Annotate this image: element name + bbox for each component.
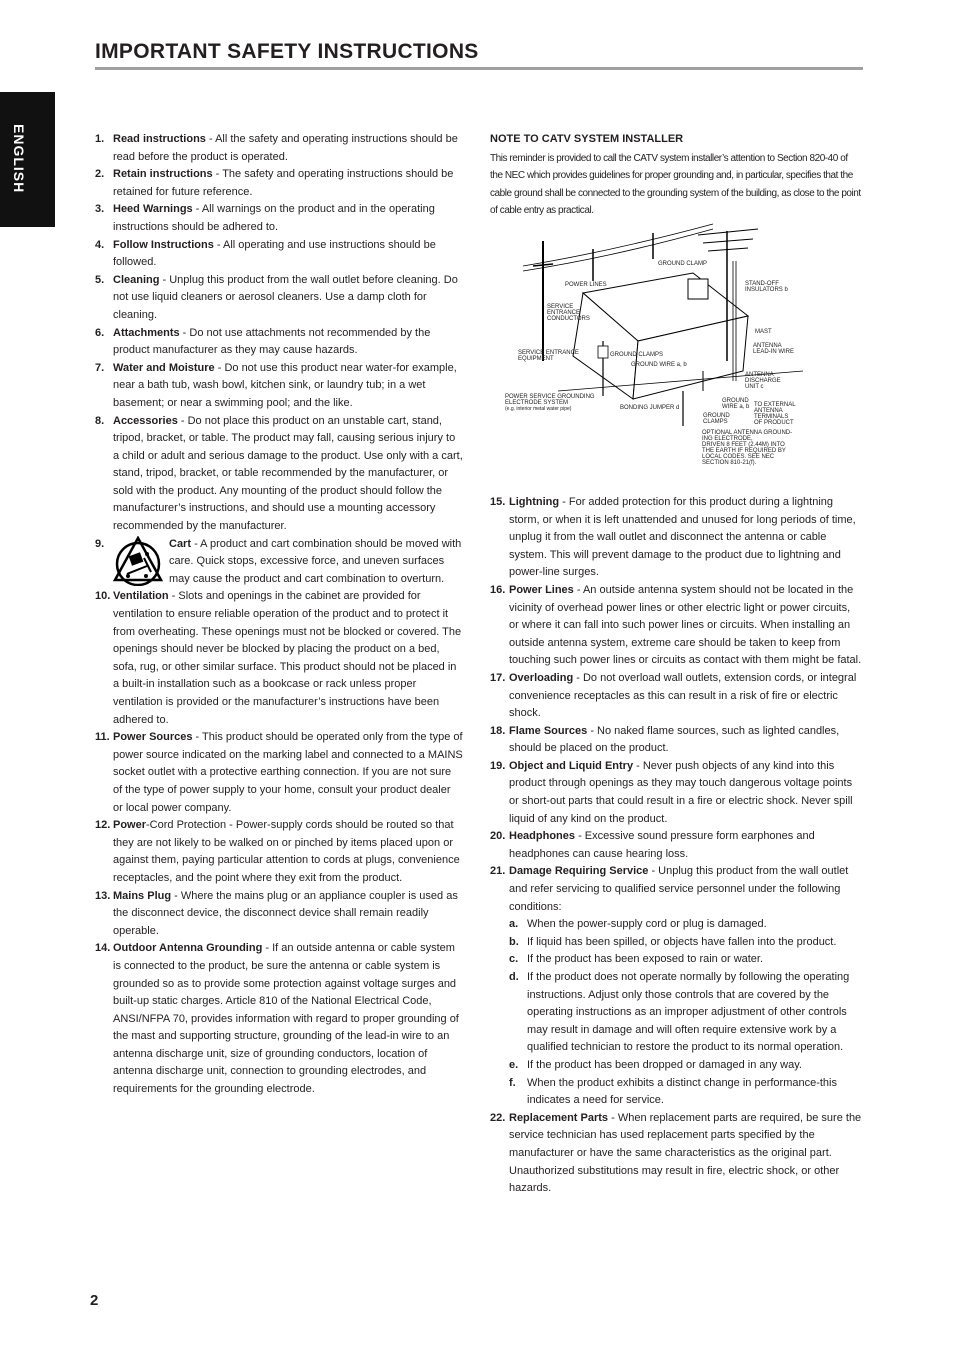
diagram-label: CLAMPS [703, 419, 728, 425]
instruction-item [490, 723, 862, 758]
item-text [509, 758, 862, 828]
item-number: 6. [95, 326, 105, 339]
item-number: 14. [95, 942, 111, 955]
item-description: -Cord Protection - Power-supply cords should be routed so that they are not likely to be walked on or pinched by items placed upon or against them, paying particular attention to cords at plugs, convenience receptacles, and the point where they exit from the product. [113, 819, 460, 884]
page-number: 2 [90, 1292, 99, 1309]
diagram-label: OF PRODUCT [754, 420, 794, 426]
instruction-list-1 [95, 131, 463, 536]
item-heading: Mains Plug [113, 889, 172, 902]
item-number: 8. [95, 414, 105, 427]
item-text [509, 582, 862, 670]
item-text [113, 360, 463, 413]
item-heading: Power Sources [113, 731, 193, 744]
item-text [509, 494, 862, 582]
item-number: 22. [490, 1111, 506, 1124]
item-heading: Cart [169, 537, 192, 550]
instruction-item [95, 940, 463, 1098]
item-heading: Outdoor Antenna Grounding [113, 942, 263, 955]
instruction-item [95, 588, 463, 729]
item-text [113, 817, 463, 887]
item-heading: Follow Instructions [113, 238, 214, 251]
item-number: 5. [95, 273, 105, 286]
instruction-item [95, 272, 463, 325]
sub-list-item [509, 951, 862, 969]
diagram-label: POWER SERVICE GROUNDING [505, 394, 595, 400]
item-number: f. [509, 1076, 516, 1089]
item-text [113, 888, 463, 941]
item-description: If the product has been exposed to rain or water. [527, 953, 764, 966]
item-heading: Lightning [509, 495, 560, 508]
item-description: - Do not place this product on an unstable cart, stand, tripod, bracket, or table. The product may fall, causing serious injury to a child or adult and serious damage to the product. Use only with a cart, stand, tripod, bracket, or table recommended by the manufacturer, or sold with the product. Any mounting of the product should follow the manufacturer’s instructions, and should use a mounting accessory recommended by the manufacturer. [113, 414, 463, 533]
item-heading: Attachments [113, 326, 180, 339]
diagram-label: ELECTRODE SYSTEM [505, 400, 569, 406]
item-description: - This product should be operated only from the type of power source indicated on the marking label and connected to a MAINS socket outlet with a protective earthing connection. If you are not sure of the type of power supply to your home, consult your product dealer or local power company. [113, 731, 463, 814]
item-description: - All operating and use instructions should be followed. [113, 238, 436, 269]
diagram-label: GROUND [722, 398, 749, 404]
item-number: 16. [490, 583, 506, 596]
diagram-label: ANTENNA [754, 408, 783, 414]
diagram-label: DRIVEN 8 FEET (2.44M) INTO [702, 442, 785, 448]
service-conditions-list [490, 916, 862, 1110]
item-number: 18. [490, 724, 506, 737]
item-number: 10. [95, 590, 111, 603]
diagram-label: UNIT c [745, 384, 764, 390]
item-number: b. [509, 935, 519, 948]
sub-list-item [509, 969, 862, 1057]
diagram-label: GROUND CLAMPS [610, 352, 664, 358]
item-number: 4. [95, 238, 105, 251]
item-text [113, 940, 463, 1098]
item-description: - For added protection for this product during a lightning storm, or when it is left unattended and unused for long periods of time, unplug it from the wall outlet and disconnect the antenna or cable system. This will prevent damage to the product due to lightning and power-line surges. [509, 495, 856, 579]
item-text [509, 670, 862, 723]
item-number: 3. [95, 203, 105, 216]
item-number: c. [509, 953, 519, 966]
instruction-list-3 [490, 494, 862, 916]
item-number: a. [509, 918, 519, 931]
item-description: - Never push objects of any kind into this product through openings as they may touch dangerous voltage points or short-out parts that could result in a fire or electric shock. Never spill liquid of any kind on the product. [509, 759, 853, 825]
item-text [113, 729, 463, 817]
item-number: 20. [490, 830, 506, 843]
item-description: - Excessive sound pressure form earphones and headphones can cause hearing loss. [509, 830, 815, 860]
instruction-item [490, 582, 862, 670]
item-description: - All the safety and operating instructions should be read before the product is operated. [113, 133, 458, 163]
item-text [509, 1110, 862, 1198]
item-description: When the power-supply cord or plug is damaged. [527, 918, 767, 931]
item-heading: Retain instructions [113, 168, 213, 181]
item-number: d. [509, 971, 519, 983]
diagram-label: ANTENNA [753, 343, 782, 349]
item-heading: Accessories [113, 414, 178, 427]
instruction-item-cart [95, 536, 463, 589]
item-description: - Do not use this product near water-for example, near a bath tub, wash bowl, kitchen sink, or laundry tub; in a wet basement; or near a swimming pool; and the like. [113, 361, 457, 409]
item-text [113, 131, 463, 166]
item-heading: Replacement Parts [509, 1111, 609, 1124]
item-number: 2. [95, 168, 105, 181]
item-text [113, 413, 463, 536]
item-description: - Unplug this product from the wall outlet before cleaning. Do not use liquid cleaners or aerosol cleaners. Use a damp cloth for cleaning. [113, 273, 458, 321]
item-number: 15. [490, 495, 506, 508]
diagram-label: THE EARTH IF REQUIRED BY [702, 448, 786, 454]
item-description: - When replacement parts are required, be sure the service technician has used replacement parts specified by the manufacturer or have the same characteristics as the original part. Unauthorized substitutions may result in fire, electric shock, or other hazards. [509, 1111, 862, 1195]
sub-list-item [509, 934, 862, 952]
item-description: If the product does not operate normally by following the operating instructions. Adjust only those controls that are covered by the operating instructions as an improper adjustment of other controls may result in damage and will often require extensive work by a qualified technician to restore the product to its normal operation. [527, 971, 850, 1054]
diagram-label: EQUIPMENT [518, 356, 554, 362]
instruction-list-4 [490, 1110, 862, 1198]
item-number: e. [509, 1058, 519, 1071]
antenna-grounding-diagram [503, 221, 863, 471]
diagram-label: (e.g. interior metal water pipe) [505, 406, 572, 412]
title-divider [95, 67, 863, 70]
diagram-label: BONDING JUMPER d [620, 405, 680, 411]
item-heading: Headphones [509, 830, 576, 843]
diagram-label: CONDUCTORS [547, 316, 590, 322]
diagram-label: INSULATORS b [745, 287, 788, 293]
instruction-item [490, 758, 862, 828]
item-text [527, 934, 862, 952]
item-heading: Ventilation [113, 590, 169, 603]
sub-list-item [509, 1075, 862, 1110]
diagram-label: LOCAL CODES. SEE NEC [702, 454, 775, 460]
instruction-list-2 [95, 588, 463, 1098]
diagram-label: GROUND [703, 413, 730, 419]
item-description: - Do not use attachments not recommended by the product manufacturer as they may cause hazards. [113, 326, 431, 357]
diagram-label: POWER LINES [565, 282, 607, 288]
sub-list-item [509, 1057, 862, 1075]
item-heading: Power Lines [509, 583, 574, 596]
diagram-label: WIRE a, b [722, 404, 750, 410]
diagram-label: TERMINALS [754, 414, 789, 420]
item-text [527, 969, 862, 1057]
item-text [169, 536, 463, 589]
instruction-item [95, 729, 463, 817]
instruction-item [95, 817, 463, 887]
language-tab-label: ENGLISH [11, 124, 27, 194]
item-description: - No naked flame sources, such as lighted candles, should be placed on the product. [509, 724, 840, 755]
item-number: 7. [95, 361, 105, 374]
item-number: 12. [95, 819, 111, 832]
left-column [95, 131, 463, 1099]
item-description: - If an outside antenna or cable system is connected to the product, be sure the antenna or cable system is grounded so as to provide some protection against voltage surges and built-up static charges. Article 810 of the National Electrical Code, ANSI/NFPA 70, provides information with regard to proper grounding of the mast and supporting structure, grounding of the lead-in wire to an antenna discharge unit, size of grounding conductors, location of antenna discharge unit, connection to grounding electrodes, and requirements for the grounding electrode. [113, 942, 459, 1096]
item-description: - Where the mains plug or an appliance coupler is used as the disconnect device, the disconnect device shall remain readily operable. [113, 889, 458, 937]
item-text [509, 863, 862, 916]
item-text [527, 1057, 862, 1075]
diagram-label: MAST [755, 329, 772, 335]
diagram-label: ANTENNA [745, 372, 774, 378]
item-number: 11. [95, 731, 110, 744]
item-description: - All warnings on the product and in the operating instructions should be adhered to. [113, 203, 435, 233]
instruction-item [95, 360, 463, 413]
item-text [527, 951, 862, 969]
instruction-item [490, 828, 862, 863]
diagram-label: DISCHARGE [745, 378, 781, 384]
page-title: IMPORTANT SAFETY INSTRUCTIONS [95, 40, 479, 63]
item-text [509, 828, 862, 863]
instruction-item [490, 863, 862, 916]
item-description: - The safety and operating instructions should be retained for future reference. [113, 168, 454, 198]
item-number: 17. [490, 671, 506, 684]
item-text [527, 916, 862, 934]
diagram-label: SERVICE ENTRANCE [518, 350, 579, 356]
item-description: - An outside antenna system should not be located in the vicinity of overhead power lines or other electric light or power circuits, or where it can fall into such power lines or circuits. When installing an outside antenna system, extreme care should be taken to keep from touching such power lines or circuits as contact with them might be fatal. [509, 583, 862, 667]
item-text [113, 325, 463, 360]
item-number: 19. [490, 759, 506, 772]
instruction-item [95, 413, 463, 536]
note-body: This reminder is provided to call the CATV system installer’s attention to Section 820-40 of the NEC which provides guidelines for proper grounding and, in particular, specifies that the cable ground shall be connected to the grounding system of the building, as close to the point of cable entry as practical. [490, 152, 861, 217]
item-heading: Water and Moisture [113, 361, 215, 374]
instruction-item [95, 237, 463, 272]
item-heading: Overloading [509, 671, 574, 684]
item-number: 13. [95, 889, 111, 902]
item-description: When the product exhibits a distinct change in performance-this indicates a need for service. [527, 1076, 837, 1107]
item-description: - Do not overload wall outlets, extension cords, or integral convenience receptacles as this can result in a risk of fire or electric shock. [509, 671, 857, 720]
item-number: 9. [95, 537, 105, 550]
instruction-item [95, 131, 463, 166]
item-text [113, 237, 463, 272]
item-heading: Cleaning [113, 273, 160, 286]
instruction-item [95, 888, 463, 941]
item-heading: Power [113, 819, 147, 832]
item-heading: Heed Warnings [113, 203, 193, 216]
item-description: - A product and cart combination should be moved with care. Quick stops, excessive force, and uneven surfaces may cause the product and cart combination to overturn. [169, 537, 462, 585]
item-text [113, 272, 463, 325]
instruction-item [95, 201, 463, 236]
instruction-item [490, 494, 862, 582]
item-description: - Unplug this product from the wall outlet and refer servicing to qualified service personnel under the following conditions: [509, 865, 849, 913]
diagram-label: TO EXTERNAL [754, 402, 796, 408]
item-number: 1. [95, 133, 105, 145]
language-tab [0, 92, 55, 227]
item-text [509, 723, 862, 758]
diagram-label: SECTION 810-21(f). [702, 460, 757, 466]
item-text [113, 201, 463, 236]
sub-list-item [509, 916, 862, 934]
item-heading: Flame Sources [509, 724, 588, 737]
diagram-label: GROUND WIRE a, b [631, 362, 687, 368]
cart-warning-icon [113, 536, 163, 586]
diagram-label: GROUND CLAMP [658, 261, 708, 267]
diagram-label: OPTIONAL ANTENNA GROUND- [702, 430, 793, 436]
note-heading: NOTE TO CATV SYSTEM INSTALLER [490, 133, 684, 145]
item-text [113, 588, 463, 729]
item-description: If liquid has been spilled, or objects have fallen into the product. [527, 935, 837, 948]
item-heading: Object and Liquid Entry [509, 759, 634, 772]
item-description: - Slots and openings in the cabinet are provided for ventilation to ensure reliable operation of the product and to protect it from overheating. These openings must not be blocked or covered. The openings should never be blocked by placing the product on a bed, sofa, rug, or other similar surface. This product should not be placed in a built-in installation such as a bookcase or rack unless proper ventilation is provided or the manufacturer’s instructions have been adhered to. [113, 590, 462, 726]
diagram-label: ING ELECTRODE, [702, 436, 753, 442]
item-text [527, 1075, 862, 1110]
diagram-label: STAND-OFF [745, 281, 779, 287]
instruction-item [490, 670, 862, 723]
instruction-item [95, 325, 463, 360]
item-description: If the product has been dropped or damaged in any way. [527, 1058, 802, 1071]
item-text [113, 166, 463, 201]
diagram-label: LEAD-IN WIRE [753, 349, 795, 355]
item-heading: Read instructions [113, 133, 206, 145]
item-number: 21. [490, 865, 506, 878]
diagram-label: SERVICE [547, 304, 574, 310]
item-heading: Damage Requiring Service [509, 865, 649, 878]
diagram-label: ENTRANCE [547, 310, 581, 316]
instruction-item [490, 1110, 862, 1198]
instruction-item [95, 166, 463, 201]
